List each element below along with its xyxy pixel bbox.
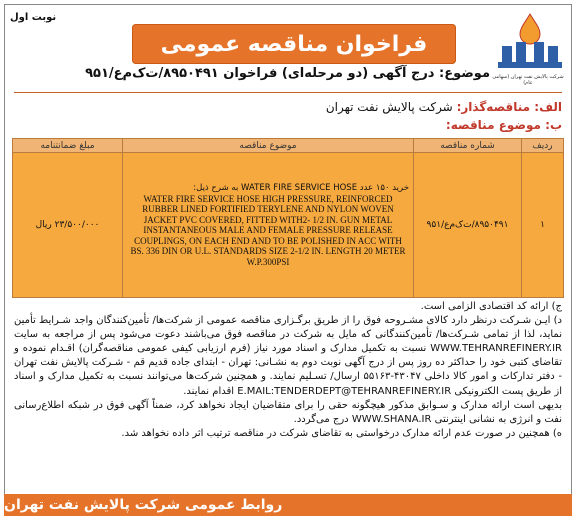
footer-text: روابط عمومی شرکت پالایش نفت تهران xyxy=(4,497,283,513)
logo-caption: شرکت پالایش نفت تهران (سهامی عام) xyxy=(492,74,564,86)
tenderer-name: شرکت پالایش نفت تهران xyxy=(325,100,453,114)
row-tender-number: ۸۹۵۰۴۹۱/ت‌ک‌م‌ع/۹۵۱ xyxy=(414,153,522,298)
page-title-text: فراخوان مناقصه عمومی xyxy=(160,31,428,57)
column-header-amount: مبلغ ضمانتنامه xyxy=(13,139,123,153)
subject-label: ب: موضوع مناقصه: xyxy=(445,118,562,132)
row-guarantee-amount: ۲۳/۵۰۰/۰۰۰ ریال xyxy=(13,153,123,298)
table-row xyxy=(13,153,564,298)
paragraph-notice: بدیهی است ارائه مدارک و سـوابق مذکور هیچگونه حقی را برای متقاضیان ایجاد نخواهد کرد، ضمناً آگهی فوق در شبکه اطلاع‌رسانی نفت و انرژی به نشانی اینترنتی WWW.SHANA.IR درج می‌گردد. xyxy=(14,399,562,425)
column-header-subject: موضوع مناقصه xyxy=(123,139,414,153)
tender-subject-heading: موضوع: درج آگهی (دو مرحله‌ای) فراخوان ۸۹۵۰۴۹۱/ت‌ک‌م‌ع/۹۵۱ xyxy=(85,66,490,81)
tender-table xyxy=(12,138,564,298)
tenderer-label: الف: مناقصه‌گذار: xyxy=(456,100,562,114)
row-description xyxy=(123,153,414,298)
paragraph-economic-code: ج) ارائه کد اقتصادی الزامی است. xyxy=(420,301,562,312)
footer-banner xyxy=(4,494,572,516)
row-description-persian: خرید ۱۵۰ عدد WATER FIRE SERVICE HOSE به شرح ذیل: xyxy=(193,183,409,193)
divider xyxy=(14,92,562,93)
subject-line xyxy=(22,118,562,132)
page-title xyxy=(132,24,456,64)
tender-body xyxy=(14,300,562,441)
paragraph-invitation: د) ایـن شـرکت درنظر دارد کالای مشـروحه فوق را از طریق برگـزاری مناقصه عمومی از شرکت‌ها/ تأمین‌کنندگان واجد شـرایط تأمین نماید، لذا از تمامی شـرکت‌ها/ تأمین‌کنندگانی که مایل به شرکت در مناقصه فوق می‌باشند دعوت می‌شود پس از مراجعه به سایت WWW.TEHRANREFINERY.IR نسبت به تکمیل مدارک و اسناد مورد نیاز (فرم ارزیابی کیفی عمومی مناقصه‌گران) اقـدام نموده و تقاضای کتبی خود را حداکثر ده روز پس از درج آگهی نوبت دوم به نشـانی: تهران - ابتدای جاده قدیم قم - شـرکت پالایش نفت تهران - دفتر تداركات و امور کالا داخلی ۴۳۰۴۷-۵۵۱۶۳ ارسال/ تسـلیم نمایند. و همچنین شرکت‌ها می‌توانند نسبت به تکمیل مدارک و اسناد از طریق پست الکترونیکی E.MAIL:TENDERDEPT@TEHRANREFINERY.IR اقدام نمایند. xyxy=(14,315,562,397)
edition-label: نوبت اول xyxy=(10,12,57,23)
tenderer-line xyxy=(22,100,562,114)
paragraph-rejection: ه) همچنین در صورت عدم ارائه مدارک درخواستی به تقاضای شرکت در مناقصه ترتیب اثر داده نخواهد شد. xyxy=(121,427,562,439)
column-header-number: شماره مناقصه xyxy=(414,139,522,153)
refinery-logo-icon xyxy=(494,10,566,72)
row-index: ۱ xyxy=(522,153,564,298)
column-header-index: ردیف xyxy=(522,139,564,153)
row-description-english: WATER FIRE SERVICE HOSE HIGH PRESSURE, REINFORCED RUBBER LINED FORTIFIED TERYLENE AND NYLON WOVEN JACKET PVC COVERED, FITTED WITH2- 1/2 IN. GUN METAL INSTANTANEOUS MALE AND FEMALE PRESSURE RELEASE COUPLINGS, ON EACH END AND TO BE POLISHED IN ACC WITH BS. 336 DIN OR U.L. STANDARDS SIZE 2-1/2 IN. LENGTH 20 METER W.P.300PSI xyxy=(130,193,406,267)
table-header-row xyxy=(13,139,564,153)
